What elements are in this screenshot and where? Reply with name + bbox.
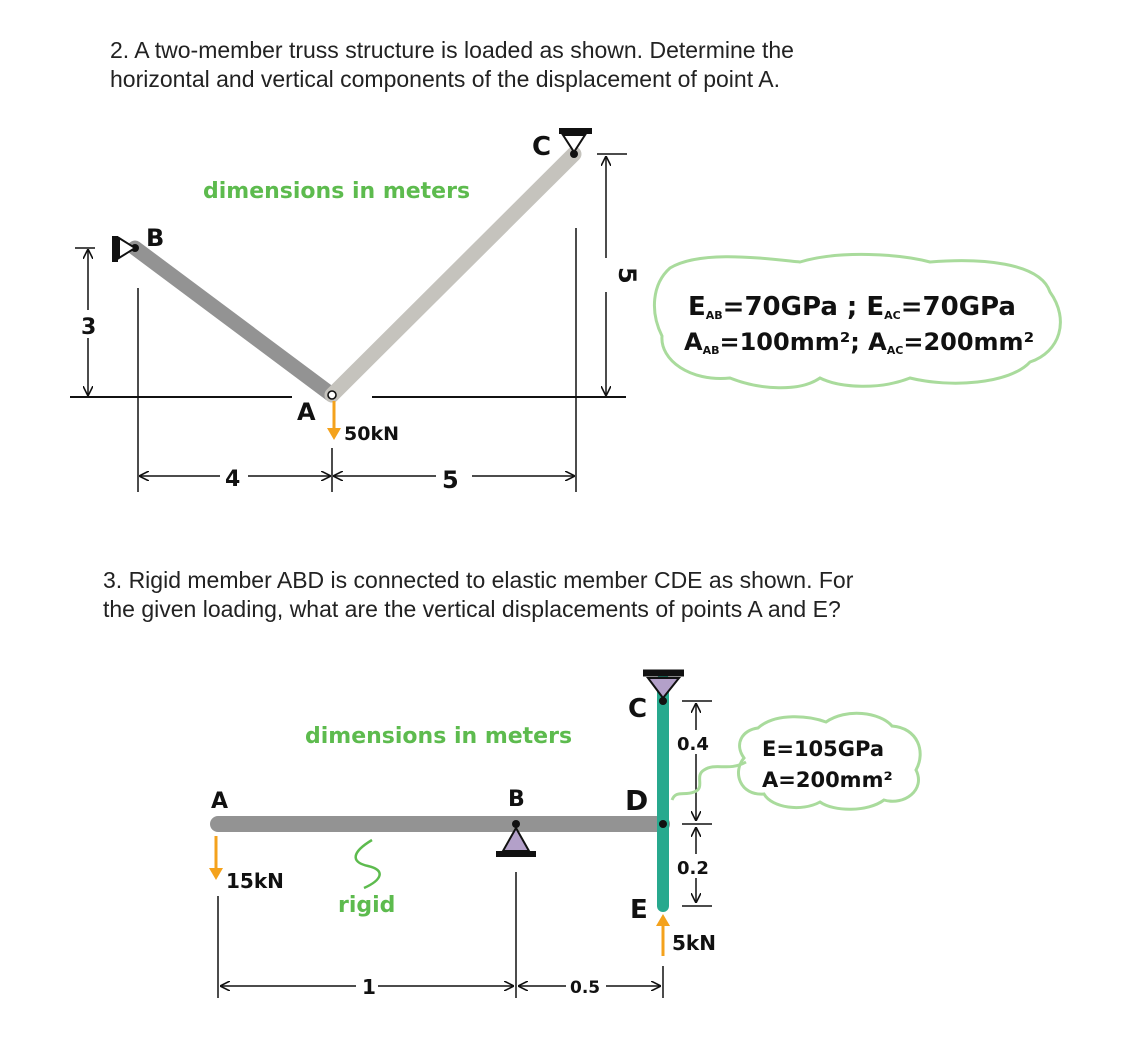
- truss-dimensions-note: dimensions in meters: [203, 179, 471, 204]
- truss-load-arrow-head: [327, 428, 341, 440]
- dim-4-label: 4: [225, 467, 241, 492]
- support-c-icon: [559, 131, 592, 152]
- truss-load-label: 50kN: [344, 423, 399, 445]
- beam-props-a: A=200mm²: [762, 768, 893, 792]
- beam-props-pointer: [672, 762, 746, 800]
- truss-props-line-1: EAB=70GPa ; EAC=70GPa: [688, 292, 1016, 322]
- beam-diagram: [209, 673, 920, 999]
- load-e-label: 5kN: [672, 931, 716, 955]
- load-a-arrow-head: [209, 868, 223, 880]
- load-e-arrow-head: [656, 914, 670, 926]
- load-a-label: 15kN: [226, 869, 284, 893]
- pin-a: [328, 391, 336, 399]
- beam-props-e: E=105GPa: [762, 737, 885, 761]
- pin-d: [659, 820, 667, 828]
- truss-diagram: [70, 131, 1060, 494]
- dim-bd-label: 0.5: [570, 978, 601, 998]
- beam-label-c: C: [628, 694, 648, 724]
- beam-label-b: B: [508, 787, 525, 812]
- problem-2-line-2: horizontal and vertical components of the displacement of point A.: [110, 66, 780, 92]
- support-b-icon: [115, 236, 135, 262]
- problem-2-line-1: 2. A two-member truss structure is loaded as shown. Determine the: [110, 37, 794, 63]
- dim-3-label: 3: [81, 315, 97, 340]
- pin-c2: [659, 697, 667, 705]
- dim-de-label: 0.2: [677, 858, 709, 879]
- dim-5v-gap: [596, 258, 616, 292]
- beam-label-d: D: [625, 784, 649, 817]
- dim-cd-label: 0.4: [677, 734, 709, 755]
- problem-3-line-1: 3. Rigid member ABD is connected to elastic member CDE as shown. For: [103, 567, 854, 593]
- member-ab: [135, 248, 332, 395]
- truss-label-c: C: [532, 132, 552, 162]
- pin-b2: [512, 820, 520, 828]
- beam-label-e: E: [630, 895, 648, 925]
- beam-props-cloud: [738, 713, 920, 809]
- truss-props-line-2: AAB=100mm²; AAC=200mm²: [684, 328, 1035, 357]
- beam-dimensions-note: dimensions in meters: [305, 724, 573, 749]
- dim-5h-label: 5: [442, 466, 459, 494]
- rigid-label: rigid: [338, 893, 396, 918]
- truss-label-a: A: [297, 398, 316, 426]
- dim-5v-label: 5: [613, 267, 641, 284]
- beam-label-a: A: [211, 789, 229, 814]
- rigid-squiggle: [356, 840, 380, 888]
- truss-label-b: B: [146, 224, 165, 252]
- dim-ab-label: 1: [362, 975, 376, 999]
- problem-3-line-2: the given loading, what are the vertical displacements of points A and E?: [103, 596, 841, 622]
